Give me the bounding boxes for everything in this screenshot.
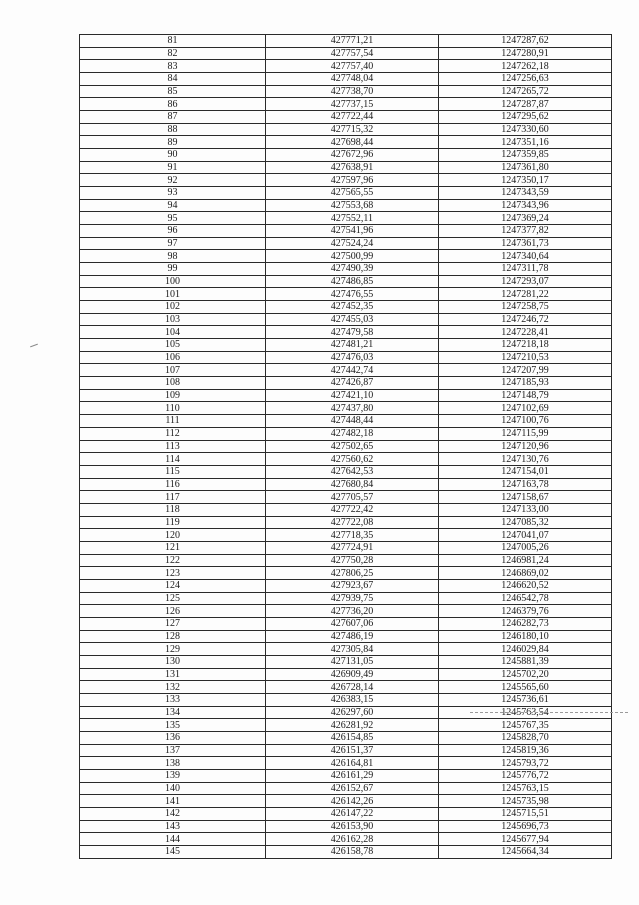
y-coordinate-cell: 1245793,72 (439, 757, 612, 770)
x-coordinate-cell: 426281,92 (266, 719, 439, 732)
point-number-cell: 101 (80, 288, 266, 301)
y-coordinate-cell: 1247041,07 (439, 529, 612, 542)
y-coordinate-cell: 1247287,62 (439, 35, 612, 48)
y-coordinate-cell: 1246029,84 (439, 643, 612, 656)
y-coordinate-cell: 1247369,24 (439, 212, 612, 225)
y-coordinate-cell: 1246869,02 (439, 567, 612, 580)
x-coordinate-cell: 427486,85 (266, 275, 439, 288)
y-coordinate-cell: 1247207,99 (439, 364, 612, 377)
table-row (80, 605, 612, 618)
x-coordinate-cell: 427724,91 (266, 541, 439, 554)
x-coordinate-cell: 427552,11 (266, 212, 439, 225)
point-number-cell: 144 (80, 833, 266, 846)
x-coordinate-cell: 427482,18 (266, 427, 439, 440)
y-coordinate-cell: 1247377,82 (439, 225, 612, 238)
table-row (80, 846, 612, 859)
table-row (80, 339, 612, 352)
x-coordinate-cell: 427305,84 (266, 643, 439, 656)
point-number-cell: 132 (80, 681, 266, 694)
table-row (80, 478, 612, 491)
x-coordinate-cell: 427718,35 (266, 529, 439, 542)
y-coordinate-cell: 1247100,76 (439, 415, 612, 428)
point-number-cell: 123 (80, 567, 266, 580)
y-coordinate-cell: 1247115,99 (439, 427, 612, 440)
point-number-cell: 119 (80, 516, 266, 529)
y-coordinate-cell: 1245664,34 (439, 846, 612, 859)
table-row (80, 630, 612, 643)
y-coordinate-cell: 1247295,62 (439, 111, 612, 124)
table-row (80, 301, 612, 314)
x-coordinate-cell: 427923,67 (266, 579, 439, 592)
point-number-cell: 104 (80, 326, 266, 339)
point-number-cell: 118 (80, 503, 266, 516)
y-coordinate-cell: 1247148,79 (439, 389, 612, 402)
point-number-cell: 124 (80, 579, 266, 592)
x-coordinate-cell: 427939,75 (266, 592, 439, 605)
x-coordinate-cell: 427705,57 (266, 491, 439, 504)
table-row (80, 250, 612, 263)
table-row (80, 351, 612, 364)
x-coordinate-cell: 426142,26 (266, 795, 439, 808)
table-row (80, 98, 612, 111)
point-number-cell: 142 (80, 807, 266, 820)
x-coordinate-cell: 426161,29 (266, 769, 439, 782)
y-coordinate-cell: 1247293,07 (439, 275, 612, 288)
table-row (80, 731, 612, 744)
y-coordinate-cell: 1247163,78 (439, 478, 612, 491)
pen-mark (30, 344, 38, 348)
point-number-cell: 105 (80, 339, 266, 352)
point-number-cell: 143 (80, 820, 266, 833)
table-row (80, 643, 612, 656)
y-coordinate-cell: 1247280,91 (439, 47, 612, 60)
y-coordinate-cell: 1247262,18 (439, 60, 612, 73)
x-coordinate-cell: 427479,58 (266, 326, 439, 339)
table-row (80, 35, 612, 48)
point-number-cell: 122 (80, 554, 266, 567)
table-row (80, 263, 612, 276)
x-coordinate-cell: 427672,96 (266, 149, 439, 162)
x-coordinate-cell: 427486,19 (266, 630, 439, 643)
table-row (80, 833, 612, 846)
x-coordinate-cell: 426297,60 (266, 706, 439, 719)
point-number-cell: 109 (80, 389, 266, 402)
y-coordinate-cell: 1247340,64 (439, 250, 612, 263)
x-coordinate-cell: 426909,49 (266, 668, 439, 681)
table-row (80, 516, 612, 529)
point-number-cell: 95 (80, 212, 266, 225)
y-coordinate-cell: 1247350,17 (439, 174, 612, 187)
point-number-cell: 85 (80, 85, 266, 98)
y-coordinate-cell: 1245696,73 (439, 820, 612, 833)
table-row (80, 782, 612, 795)
point-number-cell: 138 (80, 757, 266, 770)
table-row (80, 681, 612, 694)
y-coordinate-cell: 1247210,53 (439, 351, 612, 364)
y-coordinate-cell: 1245715,51 (439, 807, 612, 820)
point-number-cell: 117 (80, 491, 266, 504)
x-coordinate-cell: 427500,99 (266, 250, 439, 263)
x-coordinate-cell: 427737,15 (266, 98, 439, 111)
point-number-cell: 108 (80, 377, 266, 390)
table-row (80, 123, 612, 136)
table-row (80, 288, 612, 301)
y-coordinate-cell: 1247218,18 (439, 339, 612, 352)
x-coordinate-cell: 427481,21 (266, 339, 439, 352)
table-row (80, 199, 612, 212)
y-coordinate-cell: 1247256,63 (439, 73, 612, 86)
table-row (80, 820, 612, 833)
x-coordinate-cell: 426154,85 (266, 731, 439, 744)
x-coordinate-cell: 427806,25 (266, 567, 439, 580)
y-coordinate-cell: 1247246,72 (439, 313, 612, 326)
x-coordinate-cell: 427748,04 (266, 73, 439, 86)
point-number-cell: 100 (80, 275, 266, 288)
table-row (80, 60, 612, 73)
y-coordinate-cell: 1247343,59 (439, 187, 612, 200)
point-number-cell: 102 (80, 301, 266, 314)
y-coordinate-cell: 1247085,32 (439, 516, 612, 529)
table-row (80, 579, 612, 592)
x-coordinate-cell: 427490,39 (266, 263, 439, 276)
y-coordinate-cell: 1246620,52 (439, 579, 612, 592)
y-coordinate-cell: 1247102,69 (439, 402, 612, 415)
table-row (80, 491, 612, 504)
point-number-cell: 134 (80, 706, 266, 719)
y-coordinate-cell: 1245828,70 (439, 731, 612, 744)
table-row (80, 567, 612, 580)
y-coordinate-cell: 1245767,35 (439, 719, 612, 732)
y-coordinate-cell: 1247351,16 (439, 136, 612, 149)
table-row (80, 592, 612, 605)
coordinates-table (79, 34, 612, 859)
x-coordinate-cell: 426383,15 (266, 693, 439, 706)
x-coordinate-cell: 426153,90 (266, 820, 439, 833)
table-row (80, 313, 612, 326)
x-coordinate-cell: 427426,87 (266, 377, 439, 390)
point-number-cell: 84 (80, 73, 266, 86)
table-row (80, 73, 612, 86)
x-coordinate-cell: 427437,80 (266, 402, 439, 415)
point-number-cell: 107 (80, 364, 266, 377)
point-number-cell: 139 (80, 769, 266, 782)
point-number-cell: 141 (80, 795, 266, 808)
y-coordinate-cell: 1246379,76 (439, 605, 612, 618)
y-coordinate-cell: 1245702,20 (439, 668, 612, 681)
table-row (80, 807, 612, 820)
table-row (80, 415, 612, 428)
x-coordinate-cell: 427722,42 (266, 503, 439, 516)
x-coordinate-cell: 427698,44 (266, 136, 439, 149)
point-number-cell: 87 (80, 111, 266, 124)
point-number-cell: 125 (80, 592, 266, 605)
y-coordinate-cell: 1245763,15 (439, 782, 612, 795)
x-coordinate-cell: 426728,14 (266, 681, 439, 694)
y-coordinate-cell: 1246282,73 (439, 617, 612, 630)
point-number-cell: 128 (80, 630, 266, 643)
coordinates-table-body (80, 35, 612, 859)
table-row (80, 212, 612, 225)
y-coordinate-cell: 1246180,10 (439, 630, 612, 643)
y-coordinate-cell: 1245819,36 (439, 744, 612, 757)
point-number-cell: 130 (80, 655, 266, 668)
x-coordinate-cell: 426164,81 (266, 757, 439, 770)
x-coordinate-cell: 427607,06 (266, 617, 439, 630)
x-coordinate-cell: 427722,08 (266, 516, 439, 529)
y-coordinate-cell: 1247361,73 (439, 237, 612, 250)
point-number-cell: 96 (80, 225, 266, 238)
table-row (80, 719, 612, 732)
x-coordinate-cell: 427502,65 (266, 440, 439, 453)
y-coordinate-cell: 1245735,98 (439, 795, 612, 808)
x-coordinate-cell: 427771,21 (266, 35, 439, 48)
table-row (80, 757, 612, 770)
y-coordinate-cell: 1247281,22 (439, 288, 612, 301)
point-number-cell: 135 (80, 719, 266, 732)
table-row (80, 453, 612, 466)
point-number-cell: 97 (80, 237, 266, 250)
y-coordinate-cell: 1247120,96 (439, 440, 612, 453)
x-coordinate-cell: 426158,78 (266, 846, 439, 859)
table-row (80, 769, 612, 782)
x-coordinate-cell: 427750,28 (266, 554, 439, 567)
point-number-cell: 116 (80, 478, 266, 491)
table-row (80, 364, 612, 377)
table-row (80, 111, 612, 124)
x-coordinate-cell: 426151,37 (266, 744, 439, 757)
table-row (80, 47, 612, 60)
x-coordinate-cell: 427131,05 (266, 655, 439, 668)
y-coordinate-cell: 1247311,78 (439, 263, 612, 276)
x-coordinate-cell: 427757,40 (266, 60, 439, 73)
point-number-cell: 98 (80, 250, 266, 263)
y-coordinate-cell: 1246542,78 (439, 592, 612, 605)
x-coordinate-cell: 427738,70 (266, 85, 439, 98)
table-row (80, 85, 612, 98)
point-number-cell: 145 (80, 846, 266, 859)
point-number-cell: 120 (80, 529, 266, 542)
x-coordinate-cell: 427442,74 (266, 364, 439, 377)
x-coordinate-cell: 427524,24 (266, 237, 439, 250)
y-coordinate-cell: 1247158,67 (439, 491, 612, 504)
y-coordinate-cell: 1247359,85 (439, 149, 612, 162)
point-number-cell: 103 (80, 313, 266, 326)
x-coordinate-cell: 427553,68 (266, 199, 439, 212)
table-row (80, 503, 612, 516)
point-number-cell: 114 (80, 453, 266, 466)
table-row (80, 440, 612, 453)
table-row (80, 402, 612, 415)
table-row (80, 541, 612, 554)
table-row (80, 225, 612, 238)
point-number-cell: 115 (80, 465, 266, 478)
x-coordinate-cell: 427452,35 (266, 301, 439, 314)
point-number-cell: 92 (80, 174, 266, 187)
y-coordinate-cell: 1245736,61 (439, 693, 612, 706)
point-number-cell: 121 (80, 541, 266, 554)
y-coordinate-cell: 1247258,75 (439, 301, 612, 314)
point-number-cell: 111 (80, 415, 266, 428)
y-coordinate-cell: 1247154,01 (439, 465, 612, 478)
point-number-cell: 129 (80, 643, 266, 656)
table-row (80, 529, 612, 542)
y-coordinate-cell: 1247265,72 (439, 85, 612, 98)
x-coordinate-cell: 427642,53 (266, 465, 439, 478)
table-row (80, 136, 612, 149)
dashed-line (470, 712, 628, 713)
table-row (80, 795, 612, 808)
table-row (80, 554, 612, 567)
x-coordinate-cell: 427757,54 (266, 47, 439, 60)
point-number-cell: 112 (80, 427, 266, 440)
x-coordinate-cell: 426152,67 (266, 782, 439, 795)
point-number-cell: 110 (80, 402, 266, 415)
x-coordinate-cell: 427722,44 (266, 111, 439, 124)
table-row (80, 237, 612, 250)
x-coordinate-cell: 426162,28 (266, 833, 439, 846)
point-number-cell: 86 (80, 98, 266, 111)
x-coordinate-cell: 427476,03 (266, 351, 439, 364)
point-number-cell: 88 (80, 123, 266, 136)
y-coordinate-cell: 1245763,54 (439, 706, 612, 719)
y-coordinate-cell: 1247343,96 (439, 199, 612, 212)
y-coordinate-cell: 1247130,76 (439, 453, 612, 466)
table-row (80, 326, 612, 339)
point-number-cell: 113 (80, 440, 266, 453)
table-row (80, 389, 612, 402)
y-coordinate-cell: 1245881,39 (439, 655, 612, 668)
table-row (80, 617, 612, 630)
table-row (80, 465, 612, 478)
point-number-cell: 131 (80, 668, 266, 681)
point-number-cell: 90 (80, 149, 266, 162)
y-coordinate-cell: 1247005,26 (439, 541, 612, 554)
point-number-cell: 82 (80, 47, 266, 60)
y-coordinate-cell: 1247330,60 (439, 123, 612, 136)
point-number-cell: 89 (80, 136, 266, 149)
point-number-cell: 136 (80, 731, 266, 744)
x-coordinate-cell: 427448,44 (266, 415, 439, 428)
point-number-cell: 137 (80, 744, 266, 757)
y-coordinate-cell: 1247361,80 (439, 161, 612, 174)
x-coordinate-cell: 427541,96 (266, 225, 439, 238)
x-coordinate-cell: 426147,22 (266, 807, 439, 820)
point-number-cell: 93 (80, 187, 266, 200)
x-coordinate-cell: 427455,03 (266, 313, 439, 326)
point-number-cell: 81 (80, 35, 266, 48)
table-row (80, 427, 612, 440)
x-coordinate-cell: 427680,84 (266, 478, 439, 491)
y-coordinate-cell: 1247287,87 (439, 98, 612, 111)
table-row (80, 161, 612, 174)
y-coordinate-cell: 1246981,24 (439, 554, 612, 567)
point-number-cell: 83 (80, 60, 266, 73)
point-number-cell: 127 (80, 617, 266, 630)
x-coordinate-cell: 427565,55 (266, 187, 439, 200)
table-row (80, 377, 612, 390)
point-number-cell: 94 (80, 199, 266, 212)
y-coordinate-cell: 1245565,60 (439, 681, 612, 694)
y-coordinate-cell: 1245677,94 (439, 833, 612, 846)
point-number-cell: 140 (80, 782, 266, 795)
point-number-cell: 126 (80, 605, 266, 618)
table-row (80, 174, 612, 187)
table-row (80, 693, 612, 706)
y-coordinate-cell: 1245776,72 (439, 769, 612, 782)
table-row (80, 149, 612, 162)
x-coordinate-cell: 427736,20 (266, 605, 439, 618)
x-coordinate-cell: 427476,55 (266, 288, 439, 301)
y-coordinate-cell: 1247185,93 (439, 377, 612, 390)
x-coordinate-cell: 427715,32 (266, 123, 439, 136)
point-number-cell: 133 (80, 693, 266, 706)
x-coordinate-cell: 427597,96 (266, 174, 439, 187)
y-coordinate-cell: 1247228,41 (439, 326, 612, 339)
table-row (80, 655, 612, 668)
point-number-cell: 106 (80, 351, 266, 364)
point-number-cell: 91 (80, 161, 266, 174)
table-row (80, 187, 612, 200)
y-coordinate-cell: 1247133,00 (439, 503, 612, 516)
x-coordinate-cell: 427421,10 (266, 389, 439, 402)
x-coordinate-cell: 427560,62 (266, 453, 439, 466)
table-row (80, 744, 612, 757)
table-row (80, 668, 612, 681)
point-number-cell: 99 (80, 263, 266, 276)
table-row (80, 275, 612, 288)
x-coordinate-cell: 427638,91 (266, 161, 439, 174)
